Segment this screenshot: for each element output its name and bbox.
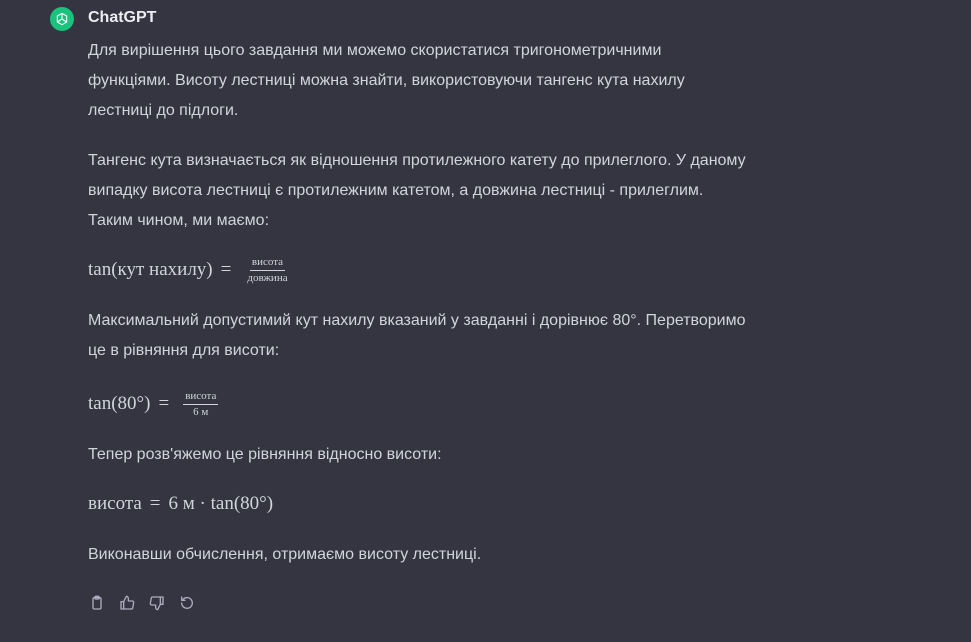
equation-3-right: 6 м · tan(80°) [168,493,274,514]
regenerate-icon [179,595,195,611]
copy-icon [89,595,105,611]
thumbs-down-button[interactable] [148,594,166,612]
thumbs-down-icon [149,595,165,611]
thumbs-up-button[interactable] [118,594,136,612]
message-content [88,36,748,570]
paragraph-3: Максимальний допустимий кут нахилу вказаний у завданні і дорівнює 80°. Перетворимо це в рівняння для висоти: [88,312,746,359]
avatar [50,7,74,31]
equation-1-left: tan(кут нахилу) [88,259,213,280]
thumbs-up-icon [119,595,135,611]
equation-1-fraction [245,256,289,285]
openai-logo-icon [54,11,70,27]
equation-2-left: tan(80°) [88,393,151,414]
paragraph-5: Виконавши обчислення, отримаємо висоту лестниці. [88,546,482,563]
regenerate-button[interactable] [178,594,196,612]
equation-2-numerator: висота [183,390,218,405]
copy-button[interactable] [88,594,106,612]
equation-3-left: висота [88,493,142,514]
equation-3 [88,484,748,524]
message-actions [88,594,196,612]
equation-2-op: = [158,393,170,414]
equation-2-fraction [183,390,218,419]
equation-1-numerator: висота [250,256,285,271]
equation-3-op: = [149,493,161,514]
paragraph-1: Для вирішення цього завдання ми можемо скористатися тригонометричними функціями. Висоту лестниці можна знайти, використовуючи тангенс кута нахилу лестниці до підлоги. [88,42,685,119]
equation-2-denominator: 6 м [193,405,209,418]
paragraph-2: Тангенс кута визначається як відношення протилежного катету до прилеглого. У даному випадку висота лестниці є протилежним катетом, а довжина лестниці - прилеглим. Таким чином, ми маємо: [88,152,746,229]
equation-1 [88,250,748,290]
equation-2 [88,384,748,424]
equation-1-op: = [220,259,232,280]
paragraph-4: Тепер розв'яжемо це рівняння відносно висоти: [88,446,442,463]
author-name: ChatGPT [88,9,157,26]
equation-1-denominator: довжина [247,271,288,284]
